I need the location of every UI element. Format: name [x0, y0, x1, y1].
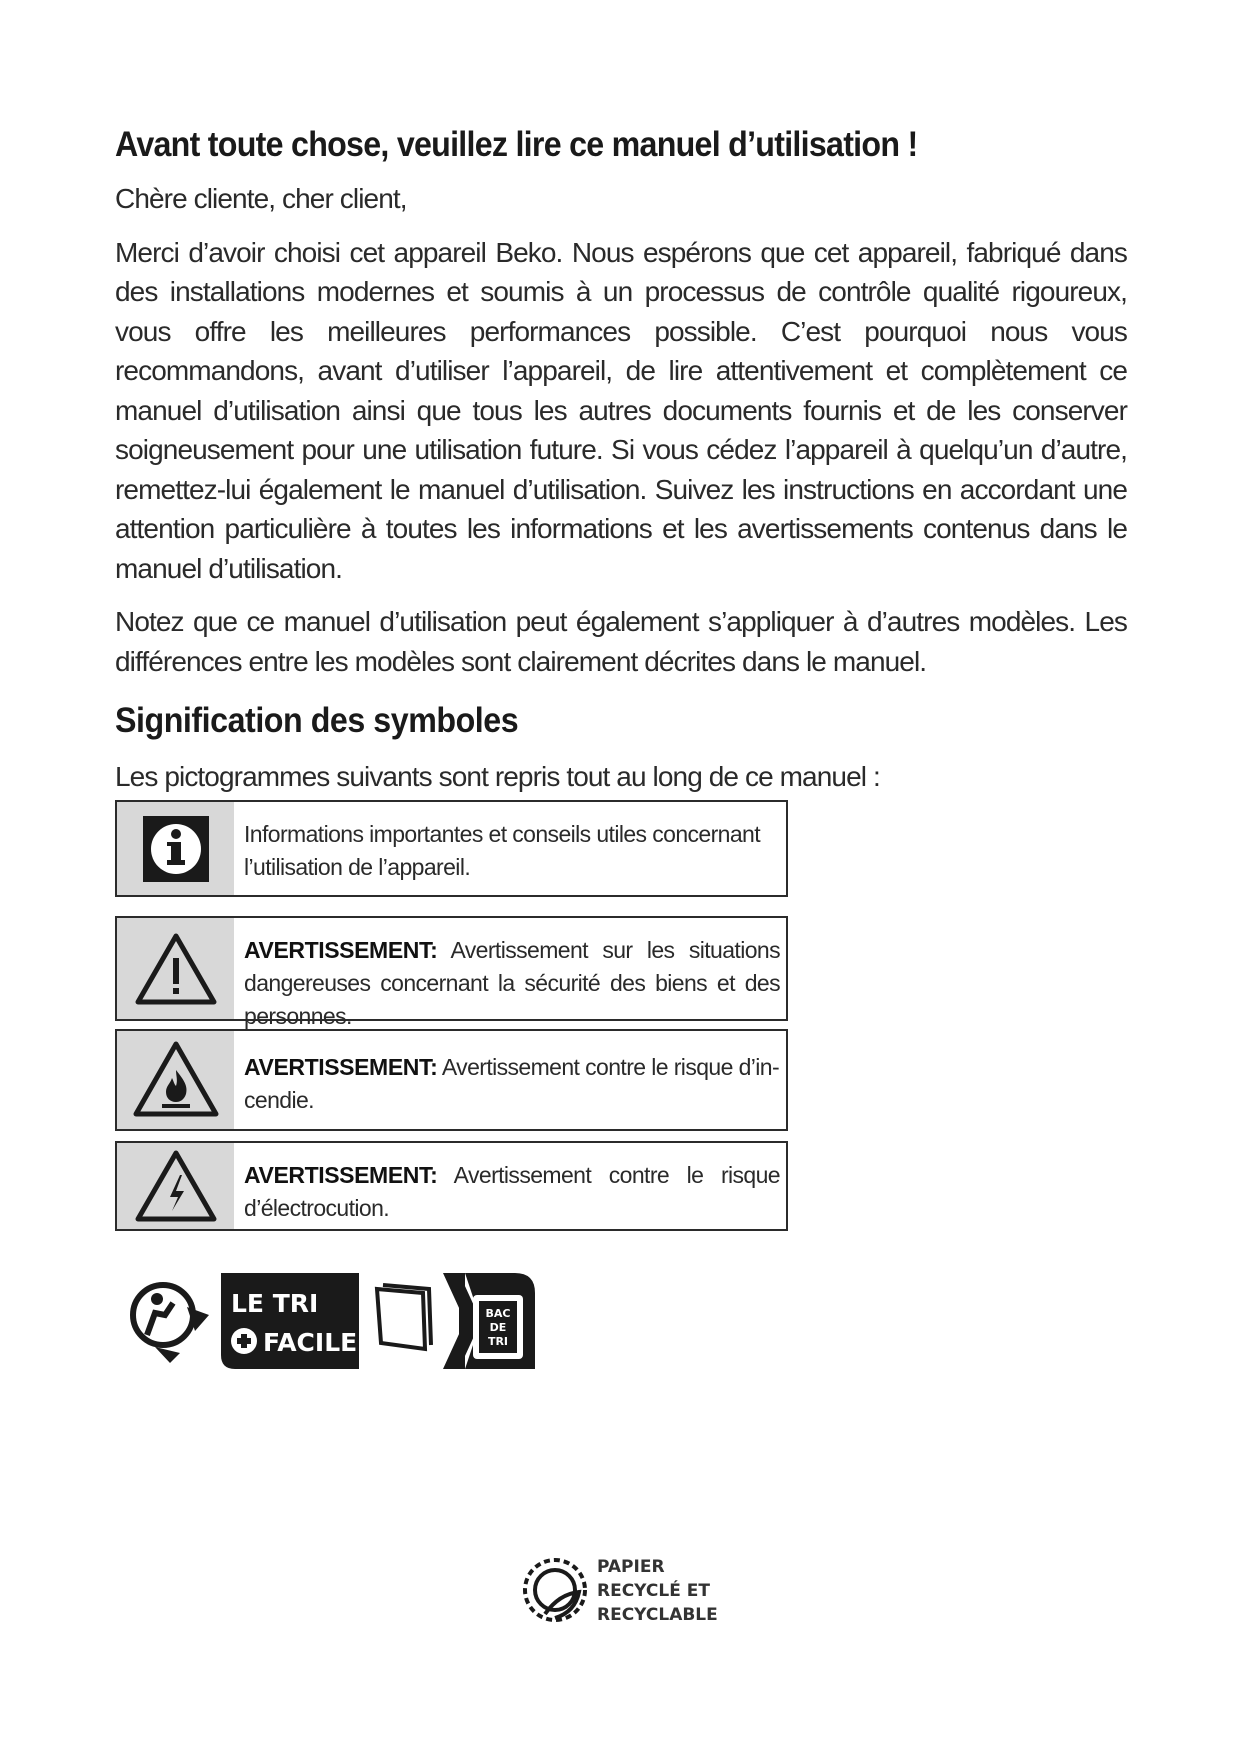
warning-icon	[117, 918, 234, 1019]
paper-sheets-icon	[377, 1285, 431, 1349]
recycle-person-icon	[133, 1285, 209, 1363]
symbol-description: Informations importantes et conseils utiles concernant l’utilisation de l’appareil.	[244, 821, 761, 880]
symbol-description: AVERTISSEMENT: Avertissement contre le risque d’in-cendie.	[244, 1054, 780, 1113]
page-title: Avant toute chose, veuillez lire ce manuel d’utilisation !	[115, 125, 918, 164]
svg-text:RECYCLABLE: RECYCLABLE	[597, 1605, 718, 1625]
symbols-table	[115, 800, 788, 1231]
symbol-row-info	[115, 800, 788, 897]
electric-warning-icon	[117, 1143, 234, 1229]
svg-text:DE: DE	[489, 1321, 507, 1334]
warning-label: AVERTISSEMENT:	[244, 1054, 438, 1080]
greeting: Chère cliente, cher client,	[115, 183, 407, 214]
warning-label: AVERTISSEMENT:	[244, 1162, 438, 1188]
svg-text:PAPIER: PAPIER	[597, 1557, 665, 1577]
svg-text:BAC: BAC	[485, 1307, 511, 1320]
symbols-intro: Les pictogrammes suivants sont repris tout au long de ce manuel :	[115, 761, 880, 792]
symbol-description: AVERTISSEMENT: Avertissement contre le risque d’électrocution.	[244, 1162, 780, 1221]
triman-line1: LE TRI	[231, 1289, 319, 1318]
triman-logo	[125, 1265, 585, 1375]
intro-paragraph: Merci d’avoir choisi cet appareil Beko. Nous espérons que cet appareil, fabriqué dans des installations modernes et soumis à un processus de contrôle qualité rigoureux, vous offre les meilleures performances possible. C’est pourquoi nous vous recommandons, avant d’utiliser l’appareil, de lire attentivement et complètement ce manuel d’utilisation ainsi que tous les autres documents fournis et de les conserver soigneusement pour une utilisation future. Si vous cédez l’appareil à quelqu’un d’autre, remettez-lui également le manuel d’utilisation. Suivez les instructions en accordant une attention particulière à toutes les informations et les avertissements contenus dans le manuel d’utilisation.	[115, 236, 1127, 584]
recycled-paper-label	[515, 1548, 735, 1638]
symbol-row-fire	[115, 1029, 788, 1131]
page-content	[115, 125, 1127, 811]
triman-line2: FACILE	[263, 1328, 358, 1357]
globe-leaf-icon	[525, 1560, 585, 1620]
svg-text:TRI: TRI	[487, 1335, 509, 1348]
info-icon	[117, 802, 234, 895]
symbol-row-warning	[115, 916, 788, 1029]
symbol-row-electric	[115, 1141, 788, 1231]
sorting-bin-icon	[473, 1295, 523, 1359]
note-paragraph: Notez que ce manuel d’utilisation peut également s’appliquer à d’autres modèles. Les différences entre les modèles sont clairement décrites dans le manuel.	[115, 606, 1127, 677]
symbol-description: AVERTISSEMENT: Avertissement sur les situations dangereuses concernant la sécurité des biens et des personnes.	[244, 937, 780, 1029]
fire-warning-icon	[117, 1031, 234, 1129]
symbols-heading: Signification des symboles	[115, 701, 519, 740]
warning-label: AVERTISSEMENT:	[244, 937, 438, 963]
svg-text:RECYCLÉ ET: RECYCLÉ ET	[597, 1581, 710, 1601]
